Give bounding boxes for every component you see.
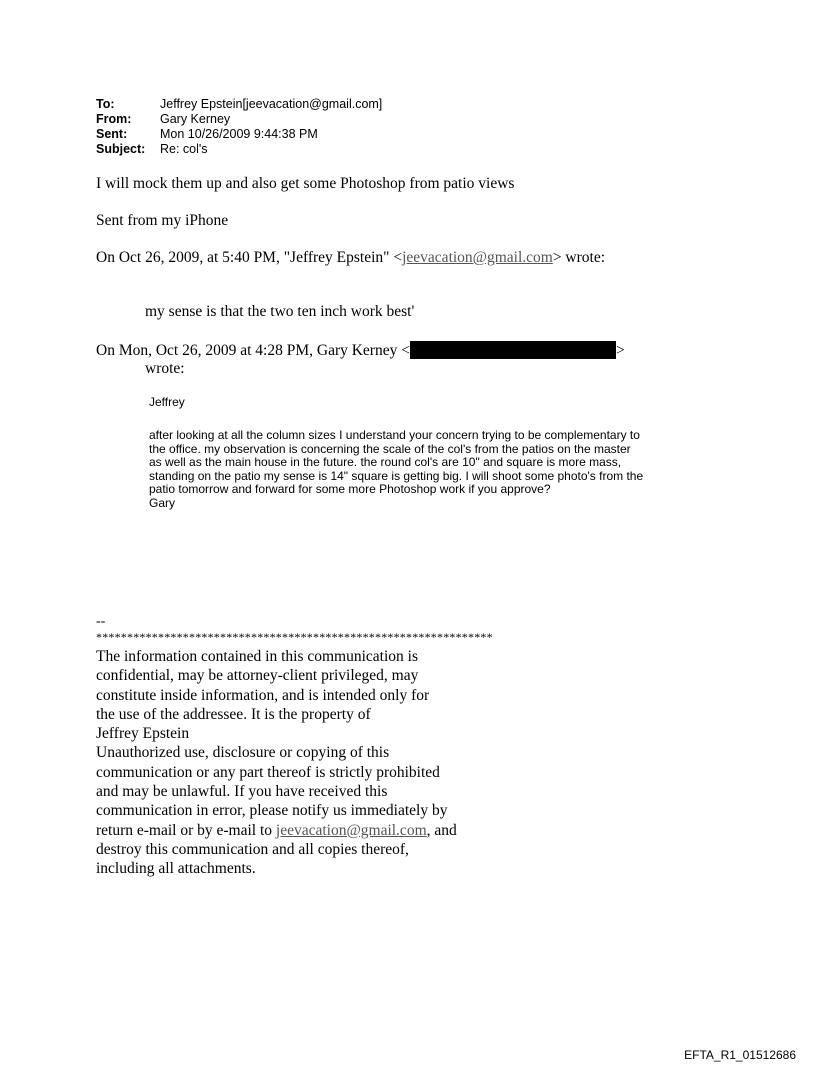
sent-label: Sent: — [96, 127, 128, 141]
reply-header-prefix: On Mon, Oct 26, 2009 at 4:28 PM, Gary Kerney < — [96, 342, 410, 359]
disclaimer-line-prefix: return e-mail or by e-mail to — [96, 821, 276, 839]
quoted-line: as well as the main house in the future. the round col's are 10" and square is more mass, — [149, 455, 622, 469]
email-link[interactable]: jeevacation@gmail.com — [402, 249, 553, 266]
quoted-signature: Gary — [149, 495, 176, 510]
subject-label: Subject: — [96, 142, 146, 156]
from-row — [96, 112, 382, 127]
body-line-mockup: I will mock them up and also get some Photoshop from patio views — [96, 175, 515, 192]
sent-row — [96, 127, 382, 142]
quoted-line: after looking at all the column sizes I understand your concern trying to be complementary to — [149, 428, 640, 442]
email-link[interactable]: jeevacation@gmail.com — [275, 821, 427, 839]
disclaimer-line: the use of the addressee. It is the property of — [96, 705, 371, 723]
disclaimer-line: communication in error, please notify us immediately by — [96, 802, 448, 820]
reply-header-epstein — [96, 248, 605, 267]
reply-header-kerney — [96, 341, 625, 360]
document-id: EFTA_R1_01512686 — [684, 1048, 796, 1062]
disclaimer-line-suffix: , and — [426, 821, 457, 839]
disclaimer-line: and may be unlawful. If you have received this — [96, 783, 388, 801]
sent-from-iphone: Sent from my iPhone — [96, 212, 229, 229]
quoted-line: the office. my observation is concerning the scale of the col's from the patios on the master — [149, 441, 631, 456]
from-value: Gary Kerney — [160, 112, 231, 126]
email-header — [96, 97, 382, 157]
quoted-line: patio tomorrow and forward for some more Photoshop work if you approve? — [149, 482, 551, 496]
disclaimer-line: destroy this communication and all copies thereof, — [96, 840, 409, 858]
to-row — [96, 97, 382, 112]
disclaimer-line: communication or any part thereof is strictly prohibited — [96, 763, 440, 781]
reply-header-suffix: > — [615, 342, 625, 359]
separator-stars: **************************************************************** — [96, 630, 493, 644]
reply-header-suffix: > wrote: — [552, 249, 606, 266]
disclaimer — [96, 647, 457, 879]
disclaimer-line: including all attachments. — [96, 860, 256, 878]
reply-header-prefix: On Oct 26, 2009, at 5:40 PM, "Jeffrey Epstein" < — [96, 249, 403, 266]
disclaimer-line: Unauthorized use, disclosure or copying of this — [96, 744, 390, 762]
disclaimer-line — [96, 821, 457, 840]
quoted-line: standing on the patio my sense is 14" square is getting big. I will shoot some photo's from the — [149, 468, 644, 483]
sent-value: Mon 10/26/2009 9:44:38 PM — [160, 127, 318, 141]
quoted-greeting: Jeffrey — [149, 395, 185, 409]
reply-header-wrote: wrote: — [145, 360, 185, 377]
disclaimer-line: confidential, may be attorney-client privileged, may — [96, 667, 419, 685]
redaction-bar — [410, 341, 616, 359]
subject-value: Re: col's — [160, 142, 208, 156]
quoted-body — [149, 429, 643, 510]
to-value: Jeffrey Epstein[jeevacation@gmail.com] — [160, 97, 383, 111]
disclaimer-line: Jeffrey Epstein — [96, 725, 190, 743]
from-label: From: — [96, 112, 132, 126]
disclaimer-line: constitute inside information, and is intended only for — [96, 686, 430, 704]
disclaimer-line: The information contained in this communication is — [96, 648, 418, 665]
signature-dashes: -- — [96, 614, 106, 629]
to-label: To: — [96, 97, 115, 111]
subject-row — [96, 142, 382, 157]
quoted-reply-text: my sense is that the two ten inch work best' — [145, 303, 415, 320]
